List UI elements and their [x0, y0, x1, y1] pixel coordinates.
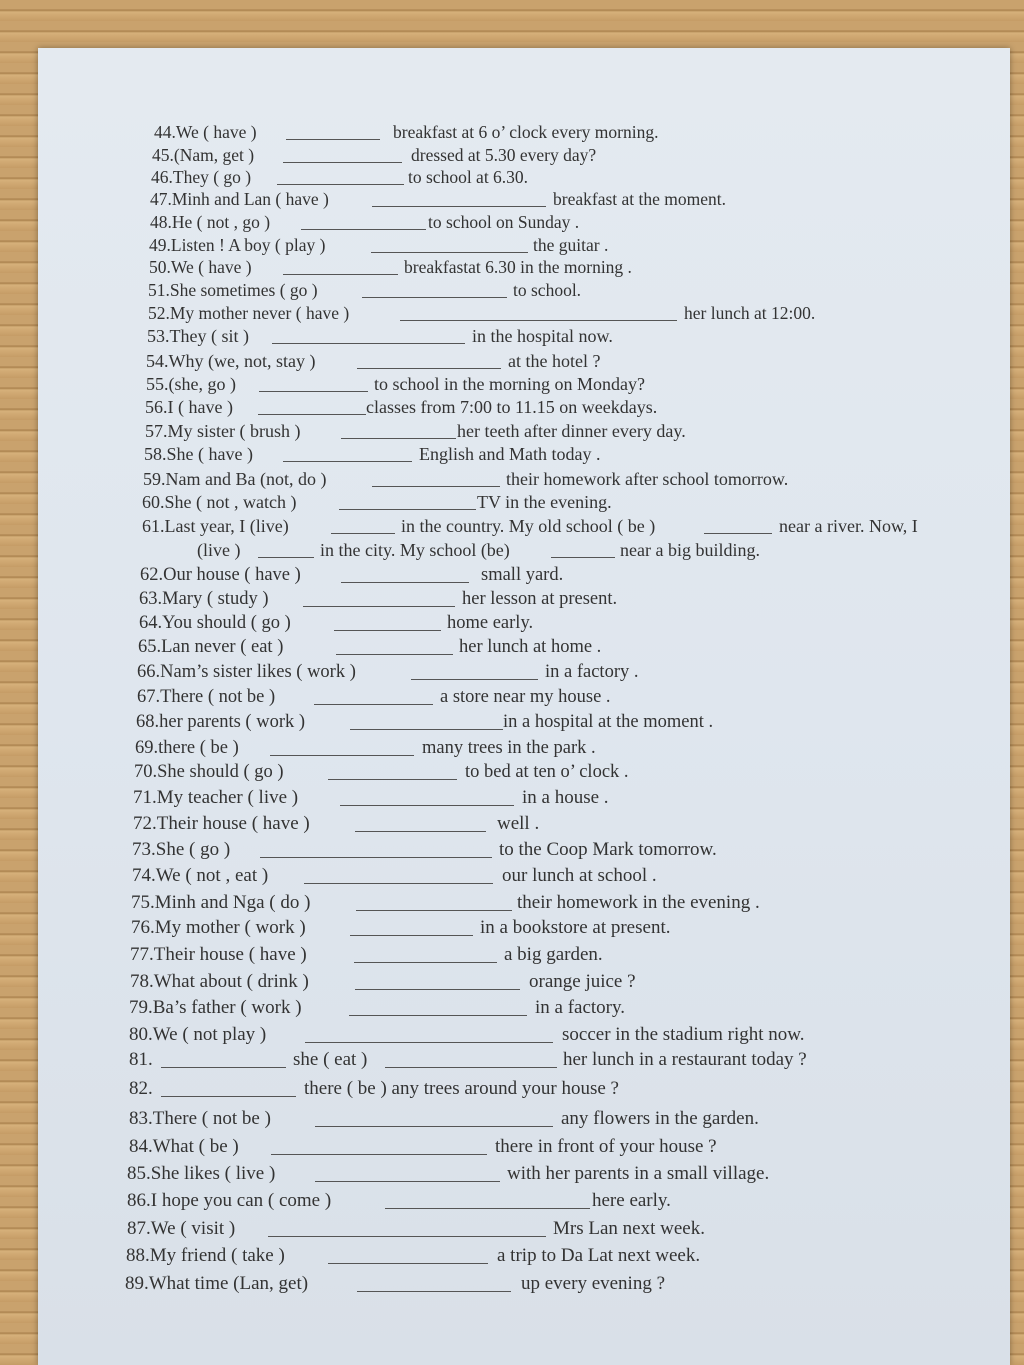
answer-blank[interactable] — [303, 592, 455, 607]
answer-blank[interactable] — [704, 519, 772, 534]
answer-blank[interactable] — [411, 665, 538, 680]
exercise-line — [0, 1137, 1024, 1161]
exercise-prompt: 72.Their house ( have ) — [133, 813, 310, 834]
exercise-line — [0, 998, 1024, 1022]
exercise-text: her teeth after dinner every day. — [457, 421, 686, 441]
exercise-text: to school in the morning on Monday? — [374, 374, 645, 394]
exercise-text: soccer in the stadium right now. — [562, 1024, 805, 1045]
exercise-line — [0, 235, 1024, 259]
answer-blank[interactable] — [304, 869, 493, 884]
exercise-text: near a river. Now, I — [779, 516, 918, 536]
exercise-text: up every evening ? — [521, 1273, 666, 1294]
exercise-line — [0, 1025, 1024, 1049]
exercise-line — [0, 189, 1024, 213]
exercise-line — [0, 351, 1024, 375]
exercise-prompt: 65.Lan never ( eat ) — [138, 637, 284, 657]
exercise-prompt: 89.What time (Lan, get) — [125, 1273, 309, 1294]
exercise-line — [0, 303, 1024, 327]
answer-blank[interactable] — [260, 843, 492, 858]
answer-blank[interactable] — [305, 1028, 553, 1043]
answer-blank[interactable] — [336, 640, 453, 655]
answer-blank[interactable] — [385, 1194, 590, 1209]
exercise-prompt: 55.(she, go ) — [146, 374, 236, 394]
exercise-text: with her parents in a small village. — [507, 1163, 770, 1184]
exercise-prompt: 86.I hope you can ( come ) — [127, 1190, 332, 1211]
answer-blank[interactable] — [354, 948, 497, 963]
exercise-line — [0, 212, 1024, 236]
answer-blank[interactable] — [315, 1167, 500, 1182]
exercise-line — [0, 1246, 1024, 1270]
exercise-text: to the Coop Mark tomorrow. — [499, 839, 717, 860]
answer-blank[interactable] — [277, 170, 404, 185]
exercise-prompt: 47.Minh and Lan ( have ) — [150, 189, 329, 209]
exercise-text: her lunch in a restaurant today ? — [563, 1049, 807, 1070]
exercise-prompt: 50.We ( have ) — [149, 257, 252, 277]
answer-blank[interactable] — [328, 1249, 488, 1264]
answer-blank[interactable] — [258, 543, 314, 558]
exercise-text: in a house . — [522, 787, 609, 808]
exercise-text: classes from 7:00 to 11.15 on weekdays. — [366, 397, 658, 417]
answer-blank[interactable] — [341, 424, 456, 439]
exercise-prompt: 57.My sister ( brush ) — [145, 421, 301, 441]
answer-blank[interactable] — [283, 148, 402, 163]
answer-blank[interactable] — [372, 472, 500, 487]
answer-blank[interactable] — [315, 1112, 553, 1127]
exercise-line — [0, 1164, 1024, 1188]
exercise-text: breakfastat 6.30 in the morning . — [404, 257, 632, 277]
exercise-line — [0, 540, 1024, 564]
exercise-line — [0, 762, 1024, 786]
exercise-text: a trip to Da Lat next week. — [497, 1245, 701, 1266]
answer-blank[interactable] — [372, 192, 546, 207]
exercise-prompt: 83.There ( not be ) — [129, 1108, 271, 1129]
answer-blank[interactable] — [355, 817, 486, 832]
exercise-text: the guitar . — [533, 235, 609, 255]
answer-blank[interactable] — [339, 495, 476, 510]
exercise-prompt: 77.Their house ( have ) — [130, 944, 307, 965]
answer-blank[interactable] — [328, 765, 457, 780]
exercise-prompt: 79.Ba’s father ( work ) — [129, 997, 302, 1018]
exercise-prompt: 74.We ( not , eat ) — [132, 865, 269, 886]
exercise-line — [0, 469, 1024, 493]
exercise-text: a big garden. — [504, 944, 603, 965]
exercise-text: her lunch at home . — [459, 637, 602, 657]
exercise-line — [0, 1274, 1024, 1298]
exercise-line — [0, 712, 1024, 736]
exercise-prompt: 84.What ( be ) — [129, 1136, 239, 1157]
answer-blank[interactable] — [259, 377, 368, 392]
answer-blank[interactable] — [161, 1082, 296, 1097]
answer-blank[interactable] — [350, 715, 503, 730]
exercise-prompt: 76.My mother ( work ) — [131, 917, 306, 938]
exercise-prompt: 51.She sometimes ( go ) — [148, 280, 318, 300]
exercise-text: in a factory . — [545, 662, 639, 682]
exercise-line — [0, 397, 1024, 421]
exercise-text: English and Math today . — [419, 444, 601, 464]
exercise-line — [0, 1219, 1024, 1243]
exercise-prompt: 82. — [129, 1078, 153, 1099]
exercise-text: to bed at ten o’ clock . — [465, 762, 629, 782]
exercise-text: to school at 6.30. — [408, 167, 529, 187]
answer-blank[interactable] — [161, 1053, 286, 1068]
exercise-text: in the city. My school (be) — [320, 540, 510, 560]
exercise-prompt: 49.Listen ! A boy ( play ) — [149, 235, 326, 255]
answer-blank[interactable] — [551, 543, 615, 558]
answer-blank[interactable] — [340, 791, 514, 806]
exercise-line — [0, 516, 1024, 540]
answer-blank[interactable] — [286, 125, 380, 140]
answer-blank[interactable] — [331, 519, 395, 534]
exercise-line — [0, 589, 1024, 613]
exercise-text: in the hospital now. — [472, 326, 613, 346]
exercise-text: there in front of your house ? — [495, 1136, 717, 1157]
exercise-prompt: 53.They ( sit ) — [147, 326, 249, 346]
exercise-line — [0, 374, 1024, 398]
exercise-text: in a factory. — [535, 997, 626, 1018]
exercise-line — [0, 662, 1024, 686]
exercise-text: in a hospital at the moment . — [503, 712, 714, 732]
exercise-line — [0, 814, 1024, 838]
exercise-text: she ( eat ) — [293, 1049, 368, 1070]
exercise-text: TV in the evening. — [477, 492, 612, 512]
exercise-line — [0, 421, 1024, 445]
exercise-line — [0, 788, 1024, 812]
exercise-line — [0, 280, 1024, 304]
exercise-prompt: 67.There ( not be ) — [137, 687, 276, 707]
answer-blank[interactable] — [301, 215, 426, 230]
exercise-prompt: 88.My friend ( take ) — [126, 1245, 285, 1266]
exercise-prompt: 61.Last year, I (live) — [142, 516, 289, 536]
answer-blank[interactable] — [272, 329, 465, 344]
exercise-line — [0, 492, 1024, 516]
exercise-prompt: 75.Minh and Nga ( do ) — [131, 892, 311, 913]
exercise-line — [0, 145, 1024, 169]
answer-blank[interactable] — [283, 260, 398, 275]
answer-blank[interactable] — [385, 1053, 557, 1068]
exercise-prompt: 73.She ( go ) — [132, 839, 231, 860]
answer-blank[interactable] — [350, 921, 473, 936]
exercise-prompt: 64.You should ( go ) — [139, 613, 291, 633]
exercise-prompt: 52.My mother never ( have ) — [148, 303, 350, 323]
answer-blank[interactable] — [400, 306, 677, 321]
exercise-prompt: 44.We ( have ) — [154, 122, 257, 142]
exercise-text: their homework after school tomorrow. — [506, 469, 789, 489]
exercise-line — [0, 1079, 1024, 1103]
exercise-text: any flowers in the garden. — [561, 1108, 759, 1129]
exercise-line — [0, 972, 1024, 996]
exercise-prompt: 59.Nam and Ba (not, do ) — [143, 469, 327, 489]
exercise-text: small yard. — [481, 565, 564, 585]
answer-blank[interactable] — [357, 354, 501, 369]
exercise-prompt: 87.We ( visit ) — [127, 1218, 236, 1239]
exercise-line — [0, 1050, 1024, 1074]
exercise-prompt: 80.We ( not play ) — [129, 1024, 267, 1045]
answer-blank[interactable] — [349, 1001, 527, 1016]
exercise-text: our lunch at school . — [502, 865, 657, 886]
exercise-prompt: 70.She should ( go ) — [134, 762, 284, 782]
answer-blank[interactable] — [283, 447, 412, 462]
exercise-line — [0, 1191, 1024, 1215]
answer-blank[interactable] — [356, 896, 512, 911]
exercise-text: there ( be ) any trees around your house ? — [304, 1078, 619, 1099]
exercise-line — [0, 687, 1024, 711]
exercise-prompt: (live ) — [197, 540, 241, 560]
exercise-prompt: 54.Why (we, not, stay ) — [146, 351, 316, 371]
exercise-line — [0, 893, 1024, 917]
exercise-prompt: 56.I ( have ) — [145, 397, 233, 417]
exercise-text: well . — [497, 813, 540, 834]
answer-blank[interactable] — [258, 400, 366, 415]
answer-blank[interactable] — [334, 616, 441, 631]
exercise-line — [0, 613, 1024, 637]
exercise-line — [0, 637, 1024, 661]
exercise-text: Mrs Lan next week. — [553, 1218, 705, 1239]
exercise-line — [0, 122, 1024, 146]
exercise-text: their homework in the evening . — [517, 892, 760, 913]
exercise-text: breakfast at the moment. — [553, 189, 726, 209]
exercise-prompt: 69.there ( be ) — [135, 738, 239, 758]
exercise-text: near a big building. — [620, 540, 760, 560]
exercise-prompt: 45.(Nam, get ) — [152, 145, 255, 165]
exercise-line — [0, 840, 1024, 864]
exercise-prompt: 81. — [129, 1049, 153, 1070]
answer-blank[interactable] — [357, 1277, 511, 1292]
exercise-line — [0, 565, 1024, 589]
exercise-prompt: 48.He ( not , go ) — [150, 212, 271, 232]
exercise-prompt: 68.her parents ( work ) — [136, 712, 306, 732]
exercise-text: her lunch at 12:00. — [684, 303, 816, 323]
answer-blank[interactable] — [355, 975, 520, 990]
exercise-prompt: 85.She likes ( live ) — [127, 1163, 276, 1184]
exercise-line — [0, 918, 1024, 942]
exercise-text: a store near my house . — [440, 687, 611, 707]
exercise-prompt: 66.Nam’s sister likes ( work ) — [137, 662, 356, 682]
exercise-prompt: 46.They ( go ) — [151, 167, 252, 187]
exercise-text: at the hotel ? — [508, 351, 601, 371]
exercise-prompt: 63.Mary ( study ) — [139, 589, 269, 609]
exercise-line — [0, 257, 1024, 281]
exercise-prompt: 60.She ( not , watch ) — [142, 492, 297, 512]
exercise-line — [0, 167, 1024, 191]
exercise-prompt: 78.What about ( drink ) — [130, 971, 309, 992]
exercise-line — [0, 444, 1024, 468]
exercise-line — [0, 1109, 1024, 1133]
exercise-text: in the country. My old school ( be ) — [401, 516, 656, 536]
answer-blank[interactable] — [270, 741, 414, 756]
exercise-text: dressed at 5.30 every day? — [411, 145, 597, 165]
exercise-text: many trees in the park . — [422, 738, 596, 758]
answer-blank[interactable] — [314, 690, 433, 705]
exercise-line — [0, 738, 1024, 762]
exercise-line — [0, 945, 1024, 969]
answer-blank[interactable] — [371, 238, 528, 253]
answer-blank[interactable] — [341, 568, 469, 583]
exercise-text: orange juice ? — [529, 971, 636, 992]
exercise-prompt: 58.She ( have ) — [144, 444, 253, 464]
answer-blank[interactable] — [362, 283, 507, 298]
exercise-text: in a bookstore at present. — [480, 917, 671, 938]
exercise-text: here early. — [592, 1190, 671, 1211]
exercise-text: to school on Sunday . — [428, 212, 580, 232]
exercise-line — [0, 866, 1024, 890]
answer-blank[interactable] — [268, 1222, 546, 1237]
exercise-line — [0, 326, 1024, 350]
exercise-text: her lesson at present. — [462, 589, 618, 609]
exercise-text: home early. — [447, 613, 534, 633]
exercise-prompt: 71.My teacher ( live ) — [133, 787, 299, 808]
answer-blank[interactable] — [271, 1140, 487, 1155]
exercise-prompt: 62.Our house ( have ) — [140, 565, 301, 585]
exercise-text: breakfast at 6 o’ clock every morning. — [393, 122, 659, 142]
exercise-text: to school. — [513, 280, 582, 300]
